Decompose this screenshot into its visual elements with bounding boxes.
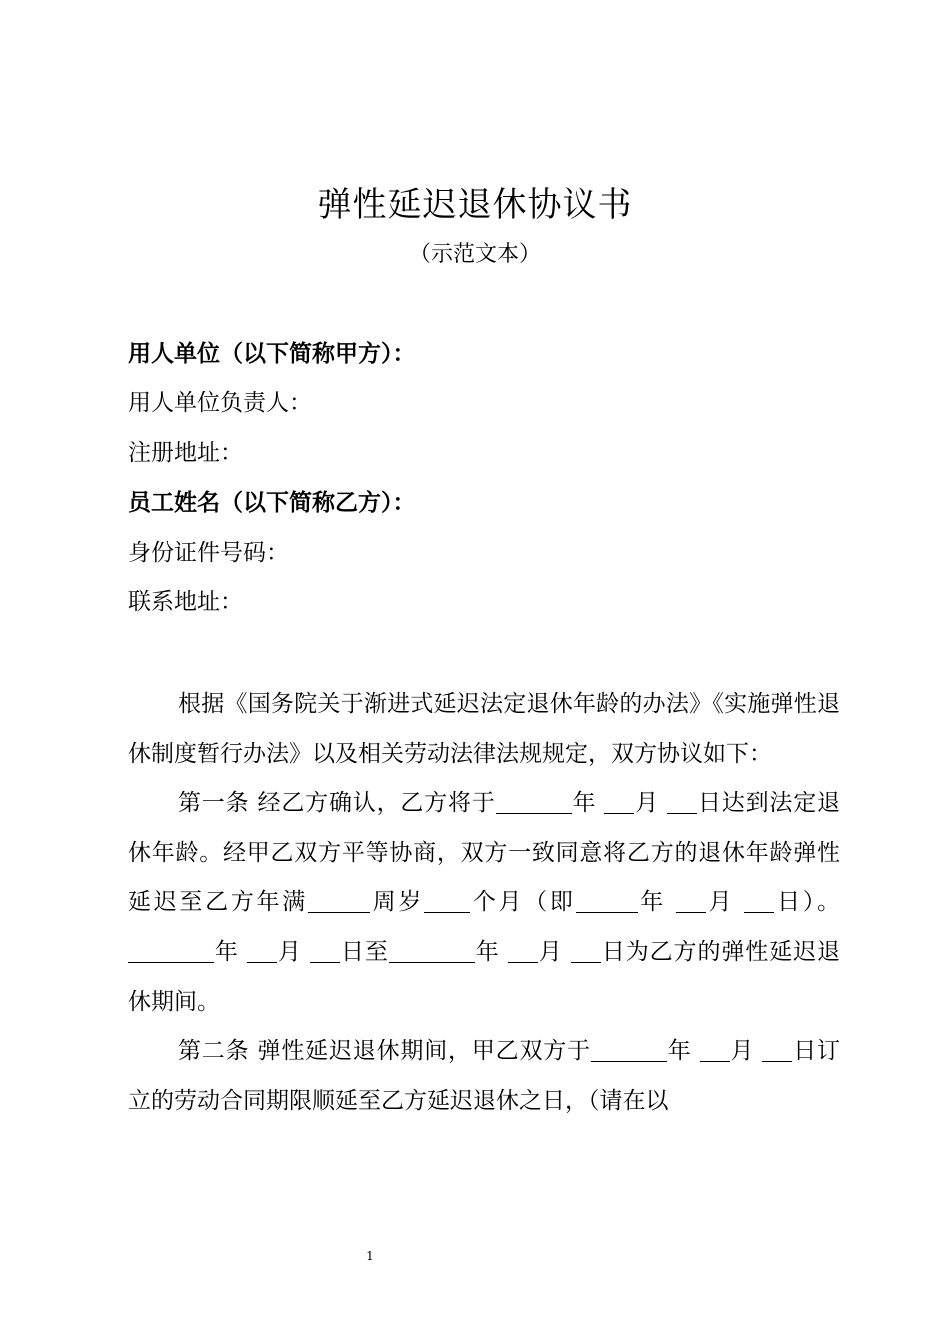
blank-line: [576, 886, 638, 913]
article-1-text: 年: [637, 889, 676, 916]
document-subtitle: （示范文本）: [408, 242, 541, 267]
blank-line: [744, 886, 774, 913]
blank-line: [128, 936, 214, 963]
blank-line: [308, 886, 370, 913]
blank-line: [604, 787, 634, 814]
party-a-representative-label: 用人单位负责人：: [128, 390, 312, 416]
article-1-text: 个月（即: [470, 889, 576, 916]
blank-line: [496, 787, 572, 814]
article-1-text: 月: [537, 938, 571, 965]
article-1-text: 月: [277, 938, 311, 965]
article-1-text: 年: [474, 938, 508, 965]
blank-line: [700, 1035, 730, 1062]
article-1-text: 月: [634, 790, 668, 817]
article-1-text: 日）。: [774, 889, 840, 916]
contact-address-label: 联系地址：: [128, 589, 243, 615]
blank-line: [389, 936, 475, 963]
preamble-paragraph: 根据《国务院关于渐进式延迟法定退休年龄的办法》《实施弹性退休制度暂行办法》以及相关劳动法律法规规定，双方协议如下：: [128, 691, 840, 767]
article-1-text: 第一条 经乙方确认，乙方将于: [178, 790, 496, 817]
article-2-text: 月: [729, 1038, 763, 1065]
article-2-text: 年: [666, 1038, 700, 1065]
article-2-text: 日订立的劳动合同期限顺延至乙方延迟退休之日，（请在以: [128, 1038, 841, 1114]
blank-line: [247, 936, 277, 963]
blank-line: [667, 787, 697, 814]
document-title: 弹性延迟退休协议书: [317, 185, 633, 225]
article-1-text: 月: [705, 889, 745, 916]
article-1-text: 日至: [340, 938, 389, 965]
blank-line: [424, 886, 470, 913]
article-1-text: 年: [214, 938, 248, 965]
party-a-label: 用人单位（以下简称甲方）：: [128, 341, 416, 367]
blank-line: [571, 936, 601, 963]
blank-line: [762, 1035, 792, 1062]
article-2-paragraph: [128, 1027, 840, 1126]
party-b-label: 员工姓名（以下简称乙方）：: [128, 490, 416, 516]
blank-line: [676, 886, 706, 913]
id-number-label: 身份证件号码：: [128, 540, 289, 566]
blank-line: [310, 936, 340, 963]
blank-line: [508, 936, 538, 963]
article-1-text: 周岁: [369, 889, 425, 916]
article-1-text: 日达到法定退休年龄。经甲乙双方平等协商，双方一致同意将乙方的退休年龄弹性延迟至乙方年满: [128, 790, 841, 916]
article-1-text: 年: [571, 790, 605, 817]
blank-line: [591, 1035, 667, 1062]
agreement-body: [128, 680, 840, 1126]
page-number: 1: [366, 1249, 374, 1263]
registered-address-label: 注册地址：: [128, 440, 243, 466]
article-1-text: 日为乙方的弹性延迟退休期间。: [128, 938, 841, 1015]
article-1-paragraph: [128, 779, 840, 1027]
article-2-text: 第二条 弹性延迟退休期间，甲乙双方于: [178, 1038, 591, 1065]
